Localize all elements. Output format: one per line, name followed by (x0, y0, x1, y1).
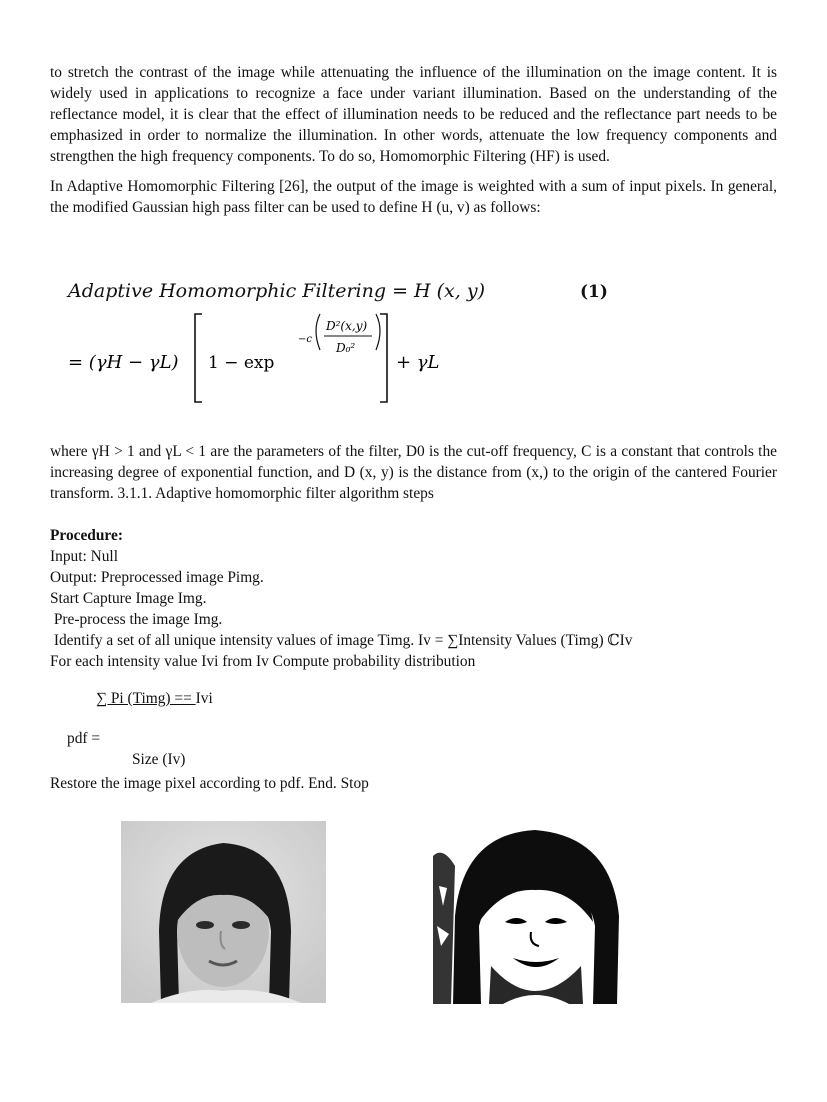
processed-face-photo (433, 826, 638, 1004)
plus-gamma-l: + γL (396, 352, 440, 373)
paren-right (376, 314, 380, 350)
paragraph-adaptive-hf: In Adaptive Homomorphic Filtering [26], the output of the image is weighted with a sum of input pixels. In general, the modified Gaussian high pass filter can be used to define H (u, v) as follows: (50, 178, 777, 216)
procedure-line: For each intensity value Ivi from Iv Compute probability distribution (50, 653, 476, 670)
restore-line: Restore the image pixel according to pdf. End. Stop (50, 775, 369, 792)
equation-top-text: Adaptive Homomorphic Filtering = H (x, y) (68, 280, 485, 302)
original-face-photo (121, 821, 326, 1003)
sum-expression: ∑ Pi (Timg) == (96, 690, 196, 707)
equation-bottom-svg (68, 278, 538, 408)
paragraph-intro: to stretch the contrast of the image while attenuating the influence of the illumination on the image content. It is widely used in applications to recognize a face under variant illumination. Based on the understanding of the reflectance model, it is clear that the effect of illumination needs to be reduced and the reflectance part needs to be emphasized in order to normalize the illumination. In other words, attenuate the low frequency components and strengthen the high frequency components. To do so, Homomorphic Filtering (HF) is used. (50, 64, 777, 165)
procedure-line: Input: Null (50, 548, 118, 565)
equation-number: (1) (580, 282, 608, 302)
equation-1 (68, 278, 628, 408)
equation-lhs: = (γH − γL) (68, 352, 179, 373)
fraction-numerator: D²(x,y) (326, 319, 368, 333)
left-bracket (195, 314, 202, 402)
fraction-denominator: D₀² (336, 341, 356, 355)
procedure-line: Identify a set of all unique intensity values of image Timg. Iv = ∑Intensity Values (Timg) ℂIv (50, 632, 633, 649)
procedure-line: Start Capture Image Img. (50, 590, 207, 607)
procedure-heading: Procedure: (50, 527, 123, 544)
sum-tail: Ivi (195, 690, 213, 707)
one-minus-exp: 1 − exp (208, 353, 275, 373)
sum-line (96, 688, 213, 709)
pdf-label: pdf = (67, 730, 101, 747)
size-line: Size (Iv) (132, 751, 186, 768)
right-bracket (380, 314, 387, 402)
paren-left (316, 314, 320, 350)
procedure-line: Pre-process the image Img. (50, 611, 223, 628)
paragraph-parameters: where γH > 1 and γL < 1 are the parameters of the filter, D0 is the cut-off frequency, C is a constant that controls the increasing degree of exponential function, and D (x, y) is the distance from (x,) to the origin of the cantered Fourier transform. 3.1.1. Adaptive homomorphic filter algorithm steps (50, 443, 777, 502)
procedure-line: Output: Preprocessed image Pimg. (50, 569, 264, 586)
minus-c: −c (298, 334, 312, 345)
